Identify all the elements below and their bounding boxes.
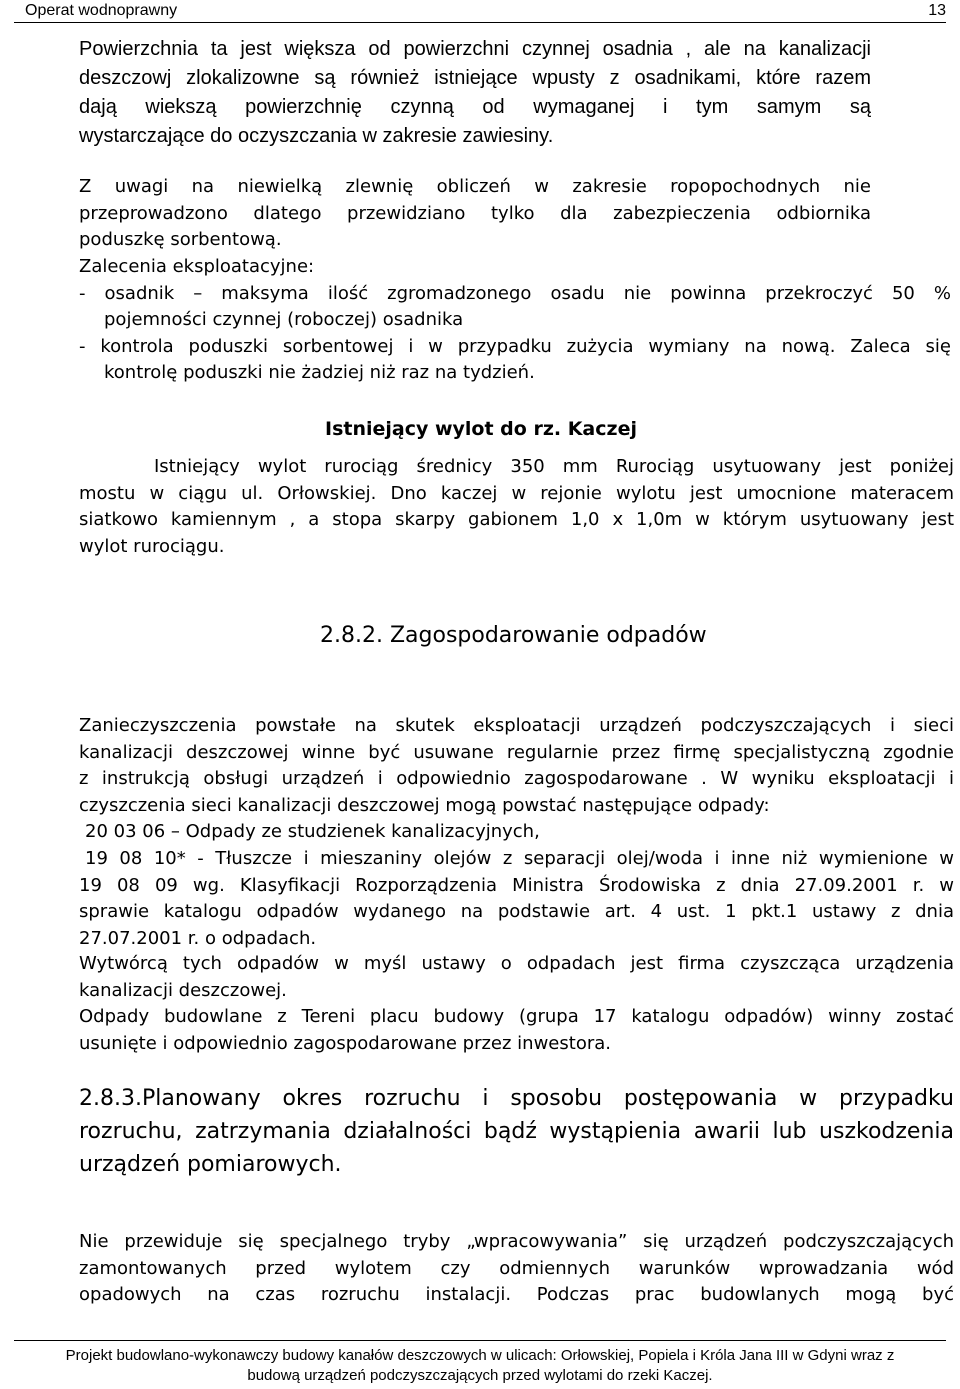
waste-code-19-08-10 [79,846,954,952]
section-heading-2-8-2: 2.8.2. Zagospodarowanie odpadów [320,623,707,648]
startup-paragraph [79,1229,954,1309]
text-line: zamontowanych przed wylotem czy odmiennych warunków wprowadzania wód [79,1257,954,1279]
construction-waste-paragraph [79,1004,954,1057]
text-line: 27.07.2001 r. o odpadach. [79,927,317,949]
text-line: kanalizacji deszczowej winne być usuwane regularnie przez firmę specjalistyczną zgodnie [79,741,954,763]
heading-line: urządzeń pomiarowych. [79,1152,342,1177]
text-line: czyszczenia sieci kanalizacji deszczowej mogą powstać następujące odpady: [79,794,770,816]
waste-code-20-03-06: 20 03 06 – Odpady ze studzienek kanalizacyjnych, [85,821,540,842]
text-line: mostu w ciągu ul. Orłowskiej. Dno kaczej w rejonie wylotu jest umocnione materacem [79,482,954,504]
text-line: kanalizacji deszczowej. [79,979,287,1001]
text-line: Nie przewiduje się specjalnego tryby „wpracowywania” się urządzeń podczyszczających [79,1231,954,1252]
text-line: poduszkę sorbentową. [79,229,282,250]
outlet-paragraph [79,454,954,560]
footer [10,1346,950,1386]
list-item-continuation: kontrolę poduszki nie żadziej niż raz na tydzień. [104,362,535,383]
text-line: wylot rurociągu. [79,535,225,557]
recommendations-heading: Zalecenia eksploatacyjne: [79,256,315,277]
header-title: Operat wodnoprawny [25,2,178,19]
text-line: 19 08 10* - Tłuszcze i mieszaniny olejów z separacji olej/woda i inne niż wymienione w [85,848,954,869]
section-heading-2-8-3 [79,1082,954,1181]
text-line: Powierzchnia ta jest większa od powierzchni czynnej osadnia , ale na kanalizacji [79,38,871,60]
text-line: przeprowadzono dlatego przewidziano tylko dla zabezpieczenia odbiornika [79,202,871,224]
text-line: Odpady budowlane z Tereni placu budowy (grupa 17 katalogu odpadów) winny zostać [79,1006,954,1027]
text-line: Zanieczyszczenia powstałe na skutek eksploatacji urządzeń podczyszczających i sieci [79,715,954,736]
footer-divider [14,1340,946,1341]
header-divider [14,22,946,23]
recommendations [79,254,951,387]
paragraph-sorbent [79,174,871,254]
list-item: - osadnik – maksyma ilość zgromadzonego osadu nie powinna przekroczyć 50 % [79,282,951,304]
outlet-heading: Istniejący wylot do rz. Kaczej [325,418,637,440]
text-line: wystarczające do oczyszczania w zakresie zawiesiny. [79,125,554,147]
text-line: opadowych na czas rozruchu instalacji. Podczas prac budowlanych mogą być [79,1284,954,1305]
text-line: Wytwórcą tych odpadów w myśl ustawy o odpadach jest firma czyszcząca urządzenia [79,953,954,974]
text-line: siatkowo kamiennym , a stopa skarpy gabionem 1,0 x 1,0m w którym usytuowany jest [79,509,954,530]
text-line: deszczowj zlokalizowne są również istniejące wpusty z osadnikami, które razem [79,67,871,89]
page-number: 13 [928,2,946,19]
list-item-continuation: pojemności czynnej (roboczej) osadnika [104,309,464,330]
text-line: usunięte i odpowiednio zagospodarowane przez inwestora. [79,1032,611,1054]
paragraph-surface [79,35,871,151]
text-line: dają wiekszą powierzchnię czynną od wymaganej i tym samym są [79,96,871,118]
heading-line: rozruchu, zatrzymania działalności bądź wystąpienia awarii lub uszkodzenia [79,1119,954,1144]
waste-paragraph [79,713,954,819]
text-line: Istniejący wylot rurociąg średnicy 350 mm Rurociąg usytuowany jest poniżej [154,456,954,477]
text-line: Z uwagi na niewielką zlewnię obliczeń w zakresie ropopochodnych nie [79,176,871,197]
text-line: 19 08 09 wg. Klasyfikacji Rozporządzenia Ministra Środowiska z dnia 27.09.2001 r. w [79,874,954,896]
text-line: z instrukcją obsługi urządzeń i odpowiednio zagospodarowane . W wyniku eksploatacji i [79,768,954,789]
list-item: - kontrola poduszki sorbentowej i w przypadku zużycia wymiany na nową. Zaleca się [79,335,951,357]
footer-line: budową urządzeń podczyszczających przed wylotami do rzeki Kaczej. [247,1367,713,1384]
heading-line: 2.8.3.Planowany okres rozruchu i sposobu postępowania w przypadku [79,1086,954,1111]
footer-line: Projekt budowlano-wykonawczy budowy kanałów deszczowych w ulicach: Orłowskiej, Popiela i Króla Jana III w Gdyni wraz z [65,1347,895,1364]
text-line: sprawie katalogu odpadów wydanego na podstawie art. 4 ust. 1 pkt.1 ustawy z dnia [79,901,954,922]
waste-producer-paragraph [79,951,954,1004]
